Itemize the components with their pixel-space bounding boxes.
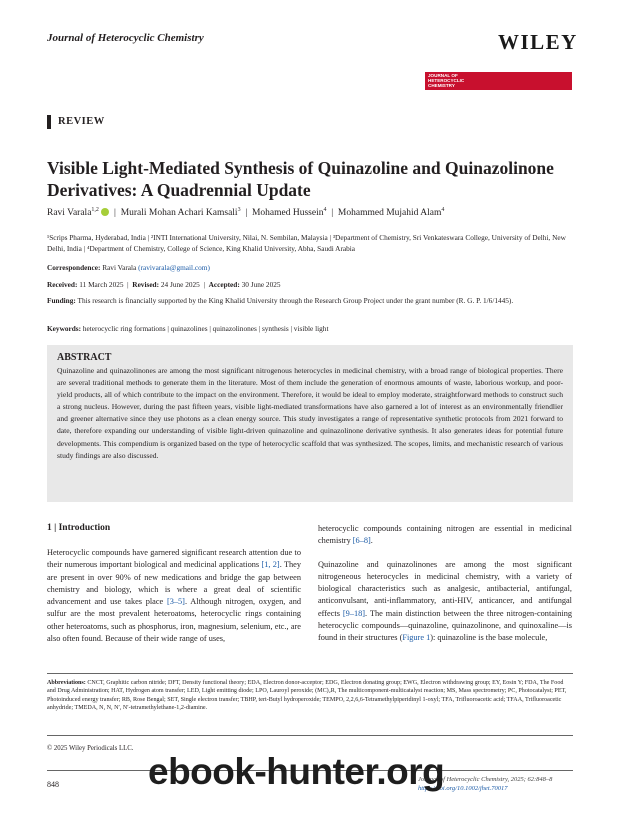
- journal-logo: [425, 72, 572, 90]
- article-type: REVIEW: [58, 116, 105, 127]
- abstract-heading: ABSTRACT: [57, 352, 112, 363]
- copyright: © 2025 Wiley Periodicals LLC.: [47, 745, 134, 752]
- orcid-icon[interactable]: [101, 208, 109, 216]
- abbreviations: [47, 679, 573, 712]
- watermark: ebook-hunter.org: [148, 751, 445, 792]
- publisher-logo: WILEY: [498, 30, 578, 54]
- accepted-label: Accepted:: [208, 280, 240, 289]
- keywords: [47, 324, 577, 334]
- text-run: heterocyclic compounds containing nitrogen are essential in medicinal chemistry: [318, 524, 572, 546]
- keywords-text: heterocyclic ring formations | quinazolines | quinazolinones | synthesis | visible light: [82, 324, 329, 333]
- abstract-box: [47, 345, 573, 502]
- author-affiliation-mark: 4: [323, 207, 327, 213]
- received-label: Received:: [47, 280, 78, 289]
- right-column-text: [318, 523, 572, 645]
- abstract-text: Quinazoline and quinazolinones are among the most significant nitrogenous heterocycles in medicinal chemistry, with a broad range of biological properties. There are several traditional methods to generate them in the literature. Most of them include the generation of enormous amounts of waste, laborious workup, and poor-yield products, all of which contribute to the impact on the environment. Therefore, it would be ideal to employ moderate, straightforward methods to construct such a strong nucleus. However, during the past fifteen years, visible light-mediated transformations have also garnered a lot of interest as an environmentally friendlier and greener alternative since they use photons as a clean energy source. This study investigates a range of representative synthetic protocols from 2021 forward to date, therefore expanding our understanding of visible light-driven quinazoline and quinazolinone derivative synthesis. It also generates ideas for potential future developments. This compendium is organized based on the type of heterocyclic scaffold that was synthesized. The scopes, limits, and mechanistic research of various study findings are also discussed.: [57, 366, 563, 460]
- author-affiliation-mark: 4: [441, 207, 445, 213]
- affiliations: ¹Scrips Pharma, Hyderabad, India | ²INTI International University, Nilai, N. Sembilan, Malaysia | ³Department of Chemistry, Sri Venkateswara College, University of Delhi, New Delhi, India | ⁴Department of Chemistry, College of Science, King Khalid University, Abha, Saudi Arabia: [47, 233, 566, 253]
- funding-text: This research is financially supported by the King Khalid University through the Research Group Project under the grant number (R. G. P. 1/6/1445).: [77, 296, 514, 305]
- copyright-divider: [47, 735, 573, 736]
- doi-link[interactable]: https://doi.org/10.1002/jhet.70017: [418, 785, 508, 792]
- funding: [47, 296, 517, 306]
- accepted-date: 30 June 2025: [241, 280, 281, 289]
- text-run: ): quinazoline is the base molecule,: [430, 633, 548, 643]
- author-list: Ravi Varala$^{1,2}$ | Murali Mohan Achari Kamsali$^3$ | Mohamed Hussein$^4$ | Mohammed Mujahid Alam$^4$: [47, 207, 445, 219]
- author-affiliation-mark: 3: [237, 207, 241, 213]
- section-heading: 1 | Introduction: [47, 523, 111, 533]
- correspondence-name: Ravi Varala: [102, 263, 137, 272]
- citation-link[interactable]: [1, 2]: [261, 560, 280, 570]
- author-affiliation-mark: 1,2: [91, 207, 99, 213]
- article-type-bar: [47, 115, 51, 129]
- citation-link[interactable]: [9–18]: [342, 608, 366, 618]
- citation-link[interactable]: [6–8]: [352, 536, 371, 546]
- keywords-label: Keywords:: [47, 324, 82, 333]
- text-run: . They are present in over 90% of new medications and bridge the gap between chemistry and biology, which is where a great deal of scientific advancement and use takes place: [47, 560, 302, 607]
- revised-label: Revised:: [132, 280, 160, 289]
- author-name[interactable]: Mohamed Hussein: [251, 208, 324, 219]
- text-run: Quinazoline and quinazolinones are among the most significant nitrogeneous heterocycles in medicinal chemistry, with a variety of biological characteristics such as analgesic, antibacterial, antifungal, anticonvulsant, anti-inflammatory, anti-HIV, anticancer, and antifungal effects: [318, 559, 572, 618]
- figure-link[interactable]: Figure 1: [402, 633, 431, 643]
- abbreviations-label: Abbreviations:: [47, 680, 86, 686]
- journal-logo-text: JOURNAL OF HETEROCYCLIC CHEMISTRY: [428, 73, 465, 88]
- left-column-text: [47, 547, 301, 645]
- correspondence-email-link[interactable]: (ravivarala@gmail.com): [138, 263, 210, 272]
- funding-label: Funding:: [47, 296, 76, 305]
- page-number: 848: [47, 780, 59, 789]
- article-title: Visible Light-Mediated Synthesis of Quinazoline and Quinazolinone Derivatives: A Quadrennial Update: [47, 158, 554, 200]
- text-run: . The main distinction between the three nitrogen-containing heterocyclic compounds—quinazoline, quinazolinone, and quinoxaline—is found in their structures (: [318, 608, 572, 643]
- revised-date: 24 June 2025: [160, 280, 200, 289]
- received-date: 11 March 2025: [79, 280, 124, 289]
- article-dates: Received: 11 March 2025 | Revised: 24 June 2025 | Accepted: 30 June 2025: [47, 280, 281, 289]
- footer-journal-ref: Journal of Heterocyclic Chemistry, 2025; 62:848–8: [418, 776, 553, 783]
- correspondence: [47, 263, 577, 273]
- author-name[interactable]: Murali Mohan Achari Kamsali: [120, 208, 238, 219]
- footnote-divider: [47, 673, 573, 674]
- paragraph: [318, 523, 572, 548]
- paragraph: [318, 559, 572, 645]
- correspondence-label: Correspondence:: [47, 263, 101, 272]
- text-run: .: [370, 536, 373, 546]
- abbreviations-text: CNCT, Graphitic carbon nitride; DFT, Density functional theory; EDA, Electron donor-acceptor; EDG, Electron donating group; EWG, Electron withdrawing group; EY, Eosin Y; FDA, The Food and Drug Administration; HAT, Hydrogen atom transfer; LED, Light emitting diode; LPO, Lauroyl peroxide; (MC)₂R, The multicomponent-multicatalyst reaction; MS, Mass spectrometry; PC, Photocatalyst; PET, Photoinduced energy transfer; RB, Rose Bengal; SET, Single electron transfer; TBHP, tert-Butyl hydroperoxide; TEMPO, 2,2,6,6-Tetramethylpiperidinyl 1-oxyl; TFA, Trifluoroacetic acid; TFAA, Trifluoroacetic anhydride; TMEDA, N, N, N′, N′-tetramethylethane-1,2-diamine.: [47, 680, 567, 711]
- text-run: Heterocyclic compounds have garnered significant research attention due to their numerous important biological and medicinal applications: [47, 548, 301, 570]
- journal-name: Journal of Heterocyclic Chemistry: [47, 32, 204, 44]
- author-name[interactable]: Ravi Varala: [47, 208, 92, 219]
- citation-link[interactable]: [3–5]: [166, 597, 185, 607]
- text-run: . Although nitrogen, oxygen, and sulfur are the most prevalent heteroatoms, heterocyclic rings containing other heteroatoms, such as phosphorus, iron, magnesium, selenium, etc., are also often found. Because of their wide range of uses,: [47, 597, 301, 644]
- author-name[interactable]: Mohammed Mujahid Alam: [337, 208, 442, 219]
